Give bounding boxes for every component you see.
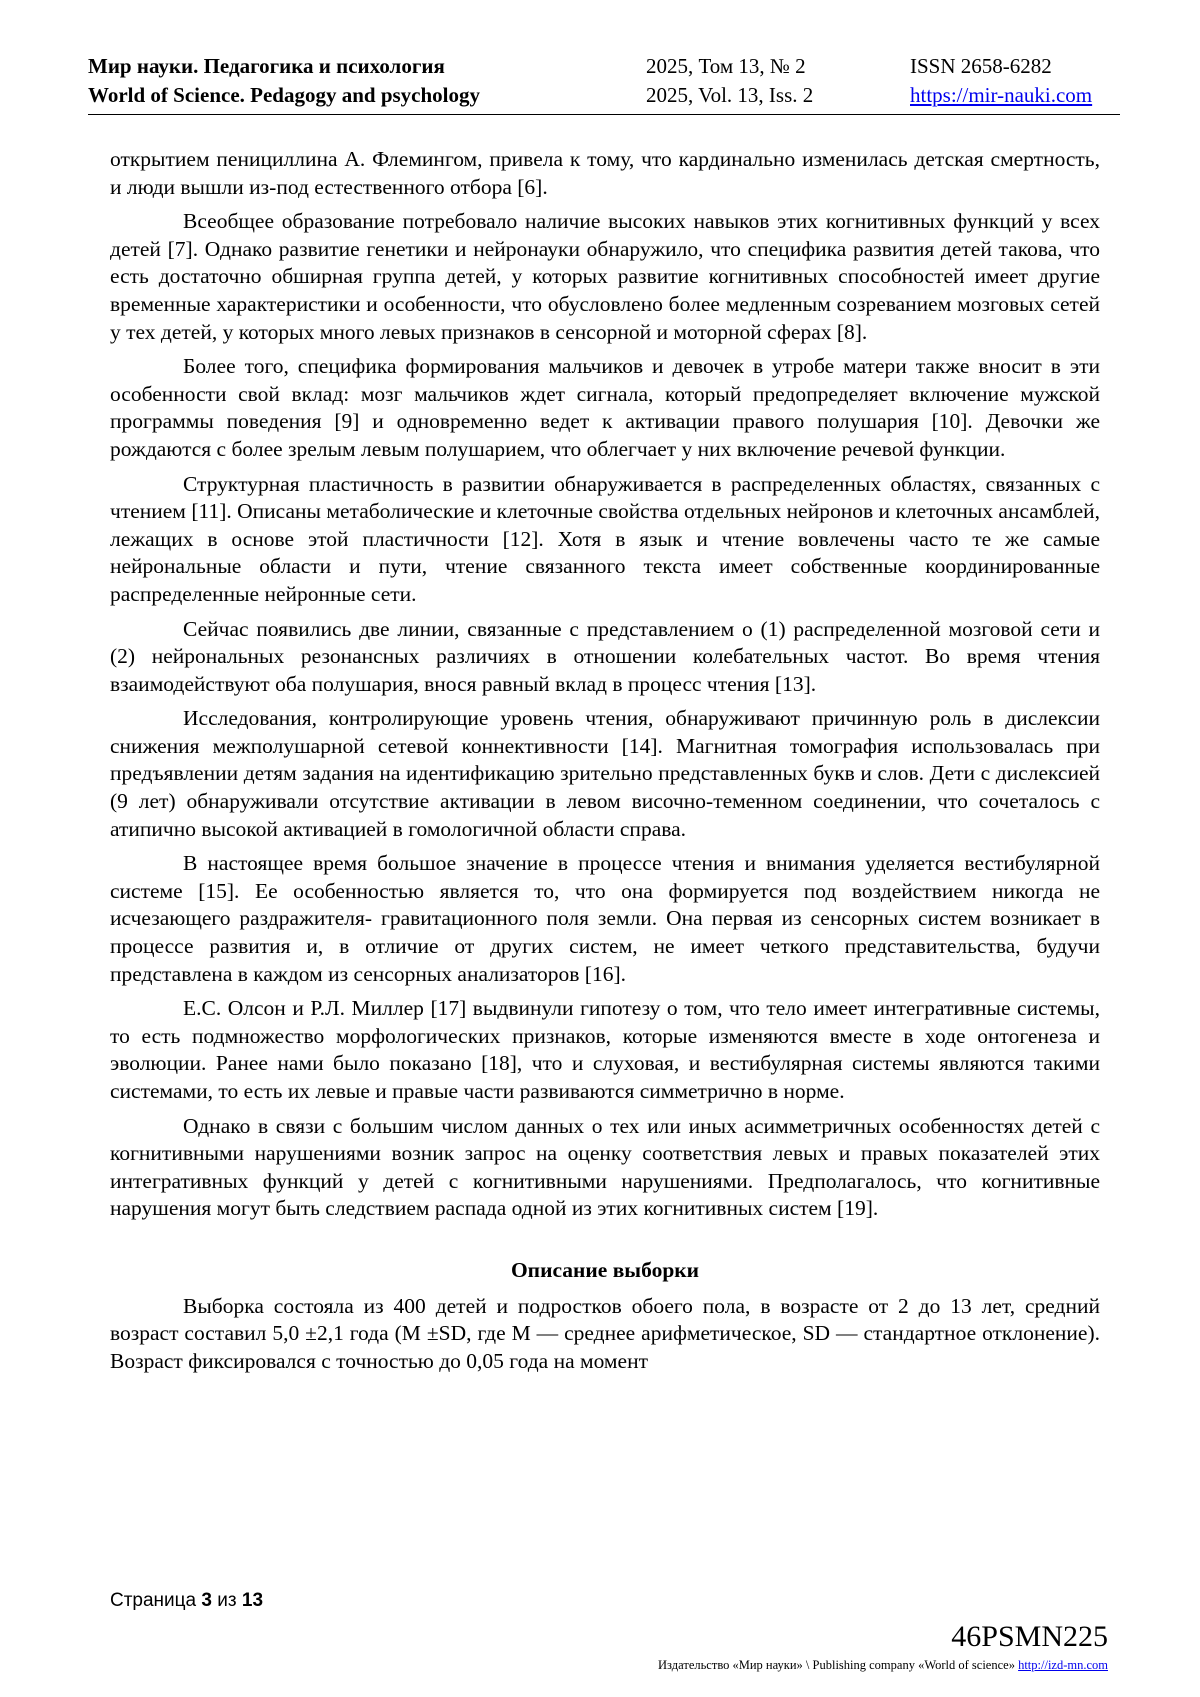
publisher-line — [658, 1658, 1108, 1673]
paragraph: Структурная пластичность в развитии обнаруживается в распределенных областях, связанных с чтением [11]. Описаны метаболические и клеточные свойства отдельных нейронов и клеточных ансамблей, лежащих в основе этой пластичности [12]. Хотя в язык и чтение вовлечены часто те же самые нейрональные области и пути, чтение связанного текста имеет собственные координированные распределенные нейронные сети. — [110, 471, 1100, 606]
journal-header — [88, 52, 1120, 115]
article-body — [110, 146, 1100, 1382]
issue-en: 2025, Vol. 13, Iss. 2 — [646, 83, 814, 107]
paragraph: Всеобщее образование потребовало наличие высоких навыков этих когнитивных функций у всех детей [7]. Однако развитие генетики и нейронауки обнаружило, что специфика развития детей такова, что есть достаточно обширная группа детей, у которых развитие когнитивных способностей имеет другие временные характеристики и особенности, что обусловлено более медленным созреванием мозговых сетей у тех детей, у которых много левых признаков в сенсорной и моторной сферах [8]. — [110, 209, 1100, 344]
issue-block — [646, 52, 813, 110]
paragraph: открытием пенициллина А. Флемингом, привела к тому, что кардинально изменилась детская смертность, и люди вышли из-под естественного отбора [6]. — [110, 147, 1100, 199]
journal-url-link[interactable]: https://mir-nauki.com — [910, 83, 1093, 107]
journal-title-en: World of Science. Pedagogy and psychology — [88, 83, 481, 107]
page-number — [110, 1590, 263, 1612]
journal-title-ru: Мир науки. Педагогика и психология — [88, 54, 445, 78]
page-mid: из — [211, 1590, 242, 1611]
article-code: 46PSMN225 — [951, 1620, 1108, 1653]
issn-block — [910, 52, 1092, 110]
page-prefix: Страница — [110, 1590, 202, 1611]
journal-title-block — [88, 52, 480, 110]
issue-ru: 2025, Том 13, № 2 — [646, 54, 806, 78]
paragraph: В настоящее время большое значение в процессе чтения и внимания уделяется вестибулярной системе [15]. Ее особенностью является то, что она формируется под воздействием никогда не исчезающего раздражителя- гравитационного поля земли. Она первая из сенсорных систем возникает в процессе развития и, в отличие от других систем, не имеет четкого представительства, будучи представлена в каждом из сенсорных анализаторов [16]. — [110, 851, 1100, 986]
section-heading: Описание выборки — [510, 1257, 700, 1282]
page-total: 13 — [241, 1590, 264, 1611]
paragraph: Е.С. Олсон и Р.Л. Миллер [17] выдвинули гипотезу о том, что тело имеет интегративные системы, то есть подмножество морфологических признаков, которые изменяются вместе в ходе онтогенеза и эволюции. Ранее нами было показано [18], что и слуховая, и вестибулярная системы являются такими системами, то есть их левые и правые части развиваются симметрично в норме. — [110, 996, 1100, 1103]
paragraph: Однако в связи с большим числом данных о тех или иных асимметричных особенностях детей с когнитивными нарушениями возник запрос на оценку соответствия левых и правых показателей этих интегративных функций у детей с когнитивными нарушениями. Предполагалось, что когнитивные нарушения могут быть следствием распада одной из этих когнитивных систем [19]. — [110, 1113, 1100, 1221]
page-current: 3 — [201, 1590, 212, 1611]
issn: ISSN 2658-6282 — [910, 54, 1052, 78]
paragraph: Исследования, контролирующие уровень чтения, обнаруживают причинную роль в дислексии снижения межполушарной сетевой коннективности [14]. Магнитная томография использовалась при предъявлении детям задания на идентификацию зрительно представленных букв и слов. Дети с дислексией (9 лет) обнаруживали отсутствие активации в левом височно-теменном соединении, что сочеталось с атипично высокой активацией в гомологичной области справа. — [110, 706, 1100, 841]
publisher-text: Издательство «Мир науки» \ Publishing company «World of science» — [658, 1658, 1019, 1672]
paragraph: Более того, специфика формирования мальчиков и девочек в утробе матери также вносит в эти особенности свой вклад: мозг мальчиков ждет сигнала, который предопределяет включение мужской программы поведения [9] и одновременно ведет к активации правого полушария [10]. Девочки же рождаются с более зрелым левым полушарием, что облегчает у них включение речевой функции. — [110, 354, 1100, 461]
section-paragraph: Выборка состояла из 400 детей и подростков обоего пола, в возрасте от 2 до 13 лет, средний возраст составил 5,0 ±2,1 года (M ±SD, где M — среднее арифметическое, SD — стандартное отклонение). Возраст фиксировался с точностью до 0,05 года на момент — [110, 1293, 1100, 1373]
paragraph: Сейчас появились две линии, связанные с представлением о (1) распределенной мозговой сети и (2) нейрональных резонансных различиях в отношении колебательных частот. Во время чтения взаимодействуют оба полушария, внося равный вклад в процесс чтения [13]. — [110, 616, 1100, 696]
publisher-link[interactable]: http://izd-mn.com — [1018, 1658, 1108, 1672]
